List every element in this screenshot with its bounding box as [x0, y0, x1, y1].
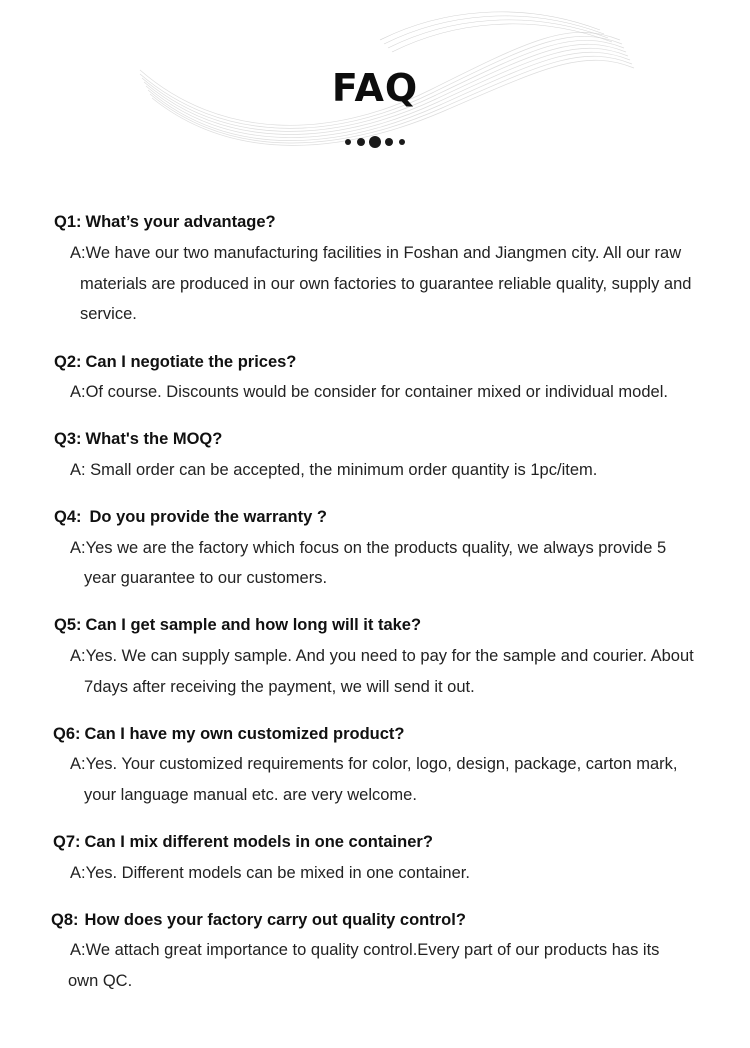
question-text: Do you provide the warranty ? — [89, 508, 327, 526]
question-text: Can I get sample and how long will it take? — [85, 616, 422, 634]
answer-line: your language manual etc. are very welcome. — [84, 786, 417, 804]
faq-question — [54, 616, 421, 635]
divider-dot — [345, 139, 351, 145]
faq-question — [51, 911, 466, 930]
answer-line: 7days after receiving the payment, we will send it out. — [84, 678, 475, 696]
divider-dot — [385, 138, 393, 146]
question-number: Q8: — [51, 911, 79, 929]
question-text: Can I mix different models in one container? — [84, 833, 433, 851]
question-number: Q4: — [54, 508, 82, 526]
faq-question — [54, 213, 276, 232]
question-number: Q7: — [53, 833, 81, 851]
question-text: How does your factory carry out quality control? — [84, 911, 466, 929]
answer-line: materials are produced in our own factories to guarantee reliable quality, supply and — [80, 275, 692, 293]
answer-line: A:Yes. We can supply sample. And you need to pay for the sample and courier. About — [70, 647, 694, 665]
question-number: Q5: — [54, 616, 82, 634]
faq-question — [54, 353, 296, 372]
question-number: Q6: — [53, 725, 81, 743]
divider-dot — [357, 138, 365, 146]
answer-line: A:Yes. Different models can be mixed in one container. — [70, 864, 470, 882]
answer-line: A:We have our two manufacturing facilities in Foshan and Jiangmen city. All our raw — [70, 244, 682, 262]
answer-line: A:Of course. Discounts would be consider for container mixed or individual model. — [70, 383, 668, 401]
faq-question — [53, 725, 404, 744]
title-divider-dots — [343, 134, 409, 150]
faq-question — [53, 833, 433, 852]
faq-question — [54, 508, 327, 527]
answer-line: A: Small order can be accepted, the minimum order quantity is 1pc/item. — [70, 461, 598, 479]
answer-line: A:We attach great importance to quality control.Every part of our products has its — [70, 941, 660, 959]
question-number: Q1: — [54, 213, 82, 231]
faq-question — [54, 430, 222, 449]
answer-line: A:Yes. Your customized requirements for color, logo, design, package, carton mark, — [70, 755, 678, 773]
question-text: What's the MOQ? — [85, 430, 223, 448]
question-text: Can I have my own customized product? — [84, 725, 405, 743]
answer-line: year guarantee to our customers. — [84, 569, 328, 587]
divider-dot — [399, 139, 405, 145]
question-text: Can I negotiate the prices? — [85, 353, 297, 371]
question-number: Q3: — [54, 430, 82, 448]
question-number: Q2: — [54, 353, 82, 371]
page-title: FAQ — [331, 66, 419, 110]
question-text: What’s your advantage? — [85, 213, 276, 231]
divider-dot — [369, 136, 381, 148]
answer-line: own QC. — [68, 972, 133, 990]
answer-line: A:Yes we are the factory which focus on the products quality, we always provide 5 — [70, 539, 667, 557]
answer-line: service. — [80, 305, 137, 323]
